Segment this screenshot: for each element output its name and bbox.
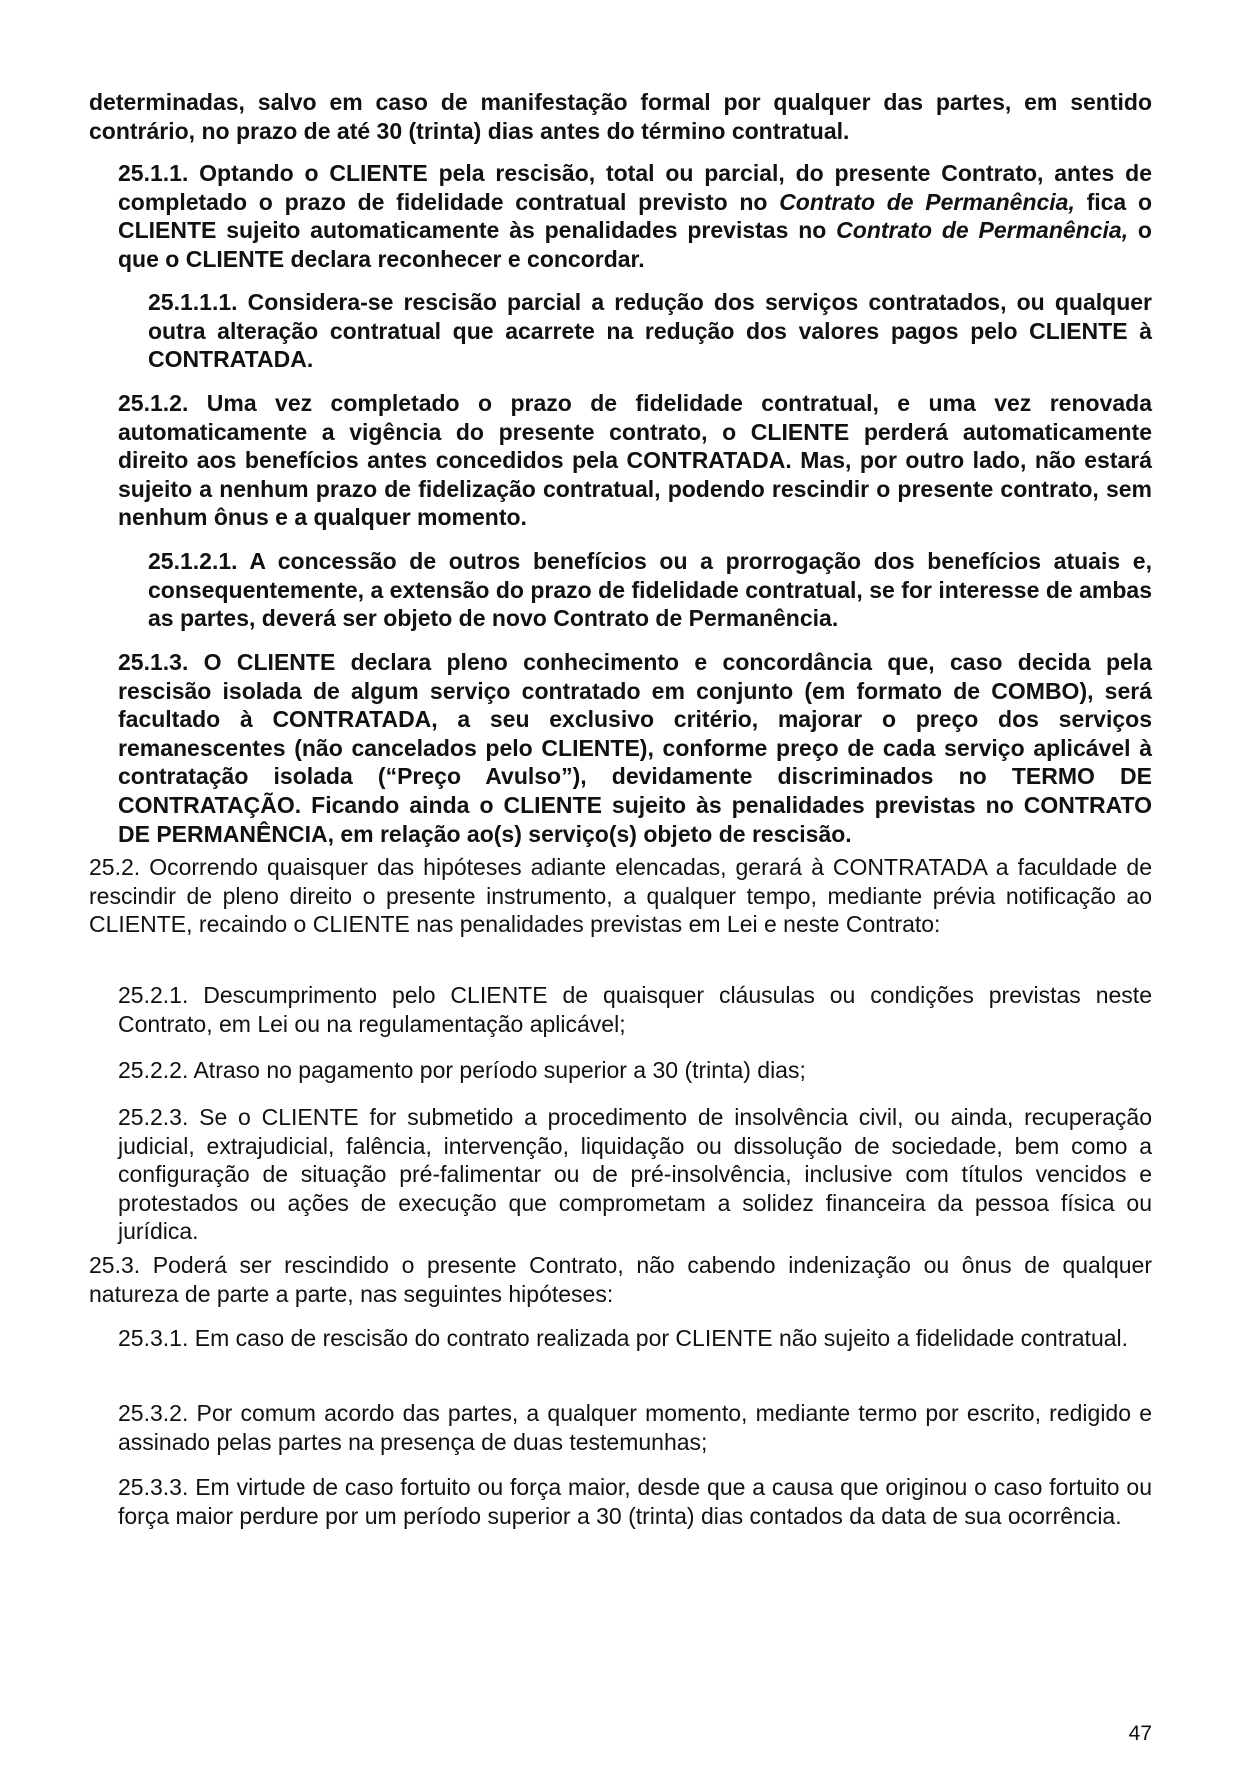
clause-25-2-2: 25.2.2. Atraso no pagamento por período superior a 30 (trinta) dias;	[118, 1057, 806, 1083]
clause-25-3-1: 25.3.1. Em caso de rescisão do contrato realizada por CLIENTE não sujeito a fidelidade contratual.	[118, 1325, 1129, 1351]
clause-25-2-1: 25.2.1. Descumprimento pelo CLIENTE de quaisquer cláusulas ou condições previstas neste Contrato, em Lei ou na regulamentação aplicável;	[118, 982, 1152, 1037]
clause-text: o que o CLIENTE declara reconhecer e concordar.	[118, 217, 1152, 272]
page-number: 47	[1128, 1722, 1152, 1745]
clause-25-3: 25.3. Poderá ser rescindido o presente Contrato, não cabendo indenização ou ônus de qualquer natureza de parte a parte, nas seguintes hipóteses:	[89, 1252, 1152, 1307]
clause-25-3-3: 25.3.3. Em virtude de caso fortuito ou força maior, desde que a causa que originou o caso fortuito ou força maior perdure por um período superior a 30 (trinta) dias contados da data de sua ocorrência.	[118, 1474, 1152, 1529]
clause-25-2: 25.2. Ocorrendo quaisquer das hipóteses adiante elencadas, gerará à CONTRATADA a faculdade de rescindir de pleno direito o presente instrumento, a qualquer tempo, mediante prévia notificação ao CLIENTE, recaindo o CLIENTE nas penalidades previstas em Lei e neste Contrato:	[89, 854, 1152, 938]
clause-25-1-1-1: 25.1.1.1. Considera-se rescisão parcial a redução dos serviços contratados, ou qualquer outra alteração contratual que acarrete na redução dos valores pagos pelo CLIENTE à CONTRATADA.	[148, 289, 1152, 373]
clause-emphasis: Contrato de Permanência,	[779, 188, 1075, 215]
paragraph-renewal-continuation: determinadas, salvo em caso de manifestação formal por qualquer das partes, em sentido contrário, no prazo de até 30 (trinta) dias antes do término contratual.	[89, 89, 1152, 144]
clause-25-1-2-1: 25.1.2.1. A concessão de outros benefícios ou a prorrogação dos benefícios atuais e, consequentemente, a extensão do prazo de fidelidade contratual, se for interesse de ambas as partes, deverá ser objeto de novo Contrato de Permanência.	[148, 548, 1152, 632]
clause-25-1-3: 25.1.3. O CLIENTE declara pleno conhecimento e concordância que, caso decida pela rescisão isolada de algum serviço contratado em conjunto (em formato de COMBO), será facultado à CONTRATADA, a seu exclusivo critério, majorar o preço dos serviços remanescentes (não cancelados pelo CLIENTE), conforme preço de cada serviço aplicável à contratação isolada (“Preço Avulso”), devidamente discriminados no TERMO DE CONTRATAÇÃO. Ficando ainda o CLIENTE sujeito às penalidades previstas no CONTRATO DE PERMANÊNCIA, em relação ao(s) serviço(s) objeto de rescisão.	[118, 649, 1152, 847]
clause-25-2-3: 25.2.3. Se o CLIENTE for submetido a procedimento de insolvência civil, ou ainda, recuperação judicial, extrajudicial, falência, intervenção, liquidação ou dissolução de sociedade, bem como a configuração de situação pré-falimentar ou de pré-insolvência, inclusive com títulos vencidos e protestados ou ações de execução que comprometam a solidez financeira da pessoa física ou jurídica.	[118, 1104, 1152, 1245]
clause-text: fica o CLIENTE sujeito automaticamente às penalidades previstas no	[118, 188, 1152, 244]
clause-25-1-1	[118, 159, 1152, 273]
clause-emphasis: Contrato de Permanência,	[836, 217, 1129, 244]
clause-25-1-2: 25.1.2. Uma vez completado o prazo de fidelidade contratual, e uma vez renovada automaticamente a vigência do presente contrato, o CLIENTE perderá automaticamente direito aos benefícios antes concedidos pela CONTRATADA. Mas, por outro lado, não estará sujeito a nenhum prazo de fidelização contratual, podendo rescindir o presente contrato, sem nenhum ônus e a qualquer momento.	[118, 390, 1152, 531]
clause-text: 25.1.1. Optando o CLIENTE pela rescisão, total ou parcial, do presente Contrato, antes de completado o prazo de fidelidade contratual previsto no	[118, 160, 1152, 215]
clause-25-3-2: 25.3.2. Por comum acordo das partes, a qualquer momento, mediante termo por escrito, redigido e assinado pelas partes na presença de duas testemunhas;	[118, 1400, 1152, 1455]
